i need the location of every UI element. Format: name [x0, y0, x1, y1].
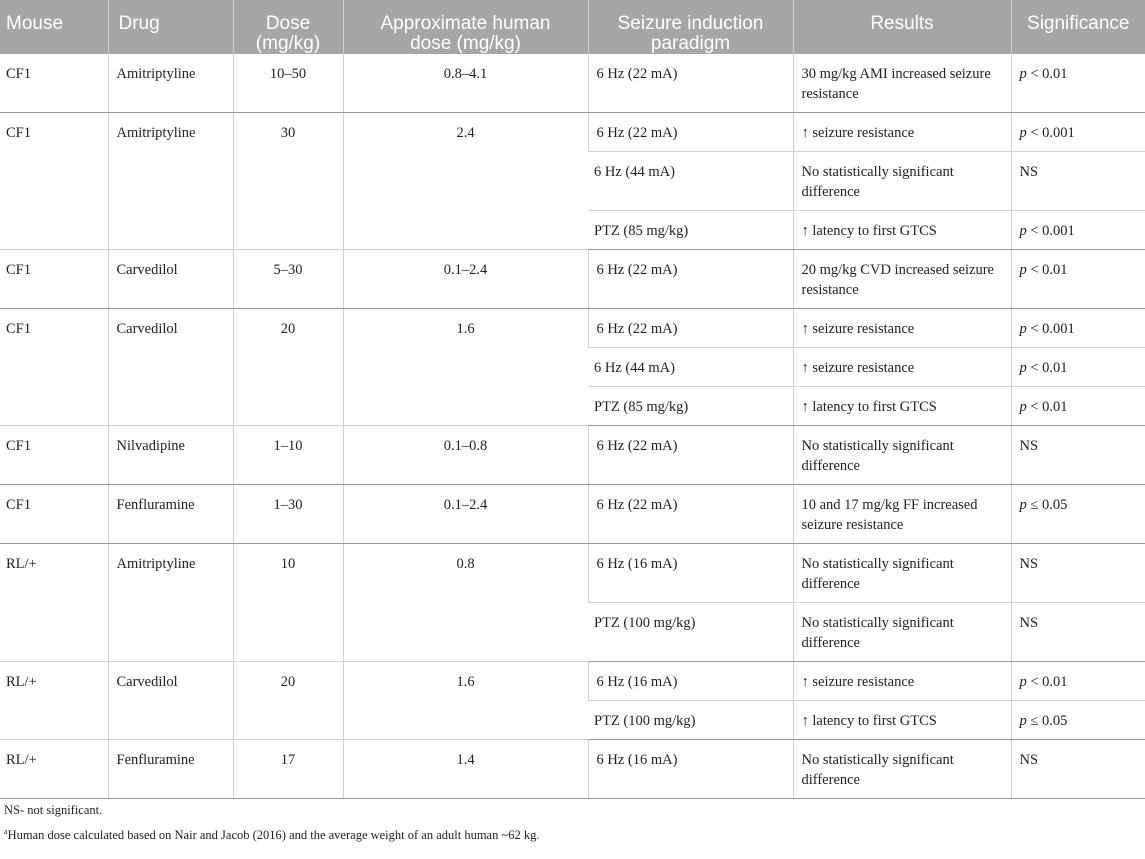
header-row — [0, 0, 1145, 54]
cell-significance — [1011, 387, 1145, 426]
cell-significance — [1011, 113, 1145, 152]
p-value: ≤ 0.05 — [1026, 497, 1068, 513]
cell-dose: 1–10 — [233, 426, 343, 485]
cell-paradigm: 6 Hz (22 mA) — [588, 250, 793, 309]
cell-human-dose: 1.6 — [343, 309, 588, 426]
p-value: < 0.01 — [1026, 262, 1068, 278]
header-results: Results — [793, 0, 1011, 54]
cell-significance — [1011, 348, 1145, 387]
p-value: ≤ 0.05 — [1026, 713, 1068, 729]
cell-human-dose: 1.4 — [343, 740, 588, 799]
p-value: < 0.001 — [1026, 223, 1075, 239]
cell-paradigm: PTZ (100 mg/kg) — [588, 603, 793, 662]
p-value: < 0.01 — [1026, 399, 1068, 415]
p-value: < 0.01 — [1026, 66, 1068, 82]
cell-significance — [1011, 250, 1145, 309]
cell-significance — [1011, 701, 1145, 740]
cell-mouse: CF1 — [0, 54, 108, 113]
cell-dose: 20 — [233, 309, 343, 426]
p-value: NS — [1019, 164, 1039, 180]
cell-mouse: CF1 — [0, 309, 108, 426]
table-row — [0, 662, 1145, 701]
cell-result: No statistically significant difference — [793, 426, 1011, 485]
cell-mouse: RL/+ — [0, 662, 108, 740]
table-row — [0, 740, 1145, 799]
cell-mouse: RL/+ — [0, 740, 108, 799]
p-symbol: p — [1019, 497, 1027, 513]
p-value: NS — [1019, 615, 1039, 631]
cell-human-dose: 0.1–0.8 — [343, 426, 588, 485]
cell-result: ↑ latency to first GTCS — [793, 211, 1011, 250]
cell-paradigm: PTZ (85 mg/kg) — [588, 387, 793, 426]
cell-human-dose: 1.6 — [343, 662, 588, 740]
cell-dose: 20 — [233, 662, 343, 740]
cell-dose: 17 — [233, 740, 343, 799]
header-paradigm: Seizure induction paradigm — [588, 0, 793, 54]
cell-result: ↑ seizure resistance — [793, 662, 1011, 701]
note-ns: NS- not significant. — [4, 803, 103, 817]
cell-human-dose: 0.8 — [343, 544, 588, 662]
table-row — [0, 250, 1145, 309]
p-symbol: p — [1019, 125, 1027, 141]
table-row — [0, 54, 1145, 113]
p-symbol: p — [1019, 66, 1027, 82]
cell-result: ↑ seizure resistance — [793, 348, 1011, 387]
cell-significance — [1011, 152, 1145, 211]
cell-significance — [1011, 544, 1145, 603]
p-value: NS — [1019, 752, 1039, 768]
p-symbol: p — [1019, 674, 1027, 690]
cell-paradigm: 6 Hz (22 mA) — [588, 113, 793, 152]
cell-significance — [1011, 740, 1145, 799]
cell-mouse: CF1 — [0, 485, 108, 544]
cell-dose: 10 — [233, 544, 343, 662]
cell-dose: 30 — [233, 113, 343, 250]
cell-drug: Amitriptyline — [108, 54, 233, 113]
cell-paradigm: 6 Hz (22 mA) — [588, 54, 793, 113]
cell-result: 10 and 17 mg/kg FF increased seizure resistance — [793, 485, 1011, 544]
table-notes — [0, 799, 1145, 846]
p-value: < 0.001 — [1026, 125, 1075, 141]
cell-human-dose: 0.1–2.4 — [343, 250, 588, 309]
cell-human-dose: 0.1–2.4 — [343, 485, 588, 544]
cell-result: No statistically significant difference — [793, 544, 1011, 603]
cell-paradigm: PTZ (100 mg/kg) — [588, 701, 793, 740]
header-dose: Dose (mg/kg) — [233, 0, 343, 54]
cell-drug: Carvedilol — [108, 309, 233, 426]
cell-result: ↑ seizure resistance — [793, 309, 1011, 348]
cell-drug: Fenfluramine — [108, 740, 233, 799]
cell-paradigm: 6 Hz (44 mA) — [588, 348, 793, 387]
cell-drug: Amitriptyline — [108, 544, 233, 662]
cell-significance — [1011, 54, 1145, 113]
cell-dose: 1–30 — [233, 485, 343, 544]
table-row — [0, 544, 1145, 603]
header-mouse: Mouse — [0, 0, 108, 54]
cell-mouse: CF1 — [0, 113, 108, 250]
p-symbol: p — [1019, 262, 1027, 278]
cell-result: 20 mg/kg CVD increased seizure resistance — [793, 250, 1011, 309]
cell-drug: Fenfluramine — [108, 485, 233, 544]
cell-drug: Amitriptyline — [108, 113, 233, 250]
cell-paradigm: 6 Hz (22 mA) — [588, 485, 793, 544]
cell-significance — [1011, 603, 1145, 662]
table-row — [0, 113, 1145, 152]
p-symbol: p — [1019, 399, 1027, 415]
cell-dose: 10–50 — [233, 54, 343, 113]
header-significance: Significance — [1011, 0, 1145, 54]
header-drug: Drug — [108, 0, 233, 54]
cell-result: No statistically significant difference — [793, 152, 1011, 211]
cell-mouse: CF1 — [0, 250, 108, 309]
table-body — [0, 54, 1145, 799]
cell-result: ↑ latency to first GTCS — [793, 701, 1011, 740]
cell-paradigm: 6 Hz (16 mA) — [588, 740, 793, 799]
header-human-dose: Approximate human dose (mg/kg) — [343, 0, 588, 54]
cell-drug: Nilvadipine — [108, 426, 233, 485]
p-value: < 0.001 — [1026, 321, 1075, 337]
cell-paradigm: 6 Hz (16 mA) — [588, 544, 793, 603]
cell-drug: Carvedilol — [108, 662, 233, 740]
p-value: NS — [1019, 556, 1039, 572]
cell-mouse: CF1 — [0, 426, 108, 485]
cell-result: ↑ latency to first GTCS — [793, 387, 1011, 426]
cell-result: 30 mg/kg AMI increased seizure resistance — [793, 54, 1011, 113]
p-symbol: p — [1019, 713, 1027, 729]
cell-paradigm: 6 Hz (22 mA) — [588, 426, 793, 485]
p-value: < 0.01 — [1026, 360, 1068, 376]
cell-result: No statistically significant difference — [793, 740, 1011, 799]
cell-paradigm: 6 Hz (16 mA) — [588, 662, 793, 701]
table-row — [0, 309, 1145, 348]
cell-significance — [1011, 662, 1145, 701]
table-row — [0, 485, 1145, 544]
cell-paradigm: PTZ (85 mg/kg) — [588, 211, 793, 250]
table-row — [0, 426, 1145, 485]
cell-mouse: RL/+ — [0, 544, 108, 662]
p-symbol: p — [1019, 360, 1027, 376]
cell-significance — [1011, 211, 1145, 250]
note-human-dose: $^a$Human dose calculated based on Nair and Jacob (2016) and the average weight of an adult human ~62 kg. — [4, 827, 540, 843]
cell-paradigm: 6 Hz (22 mA) — [588, 309, 793, 348]
cell-significance — [1011, 426, 1145, 485]
cell-result: No statistically significant difference — [793, 603, 1011, 662]
cell-result: ↑ seizure resistance — [793, 113, 1011, 152]
p-value: < 0.01 — [1026, 674, 1068, 690]
cell-drug: Carvedilol — [108, 250, 233, 309]
cell-human-dose: 2.4 — [343, 113, 588, 250]
cell-dose: 5–30 — [233, 250, 343, 309]
cell-human-dose: 0.8–4.1 — [343, 54, 588, 113]
cell-significance — [1011, 309, 1145, 348]
cell-paradigm: 6 Hz (44 mA) — [588, 152, 793, 211]
cell-significance — [1011, 485, 1145, 544]
p-symbol: p — [1019, 321, 1027, 337]
p-value: NS — [1019, 438, 1039, 454]
p-symbol: p — [1019, 223, 1027, 239]
